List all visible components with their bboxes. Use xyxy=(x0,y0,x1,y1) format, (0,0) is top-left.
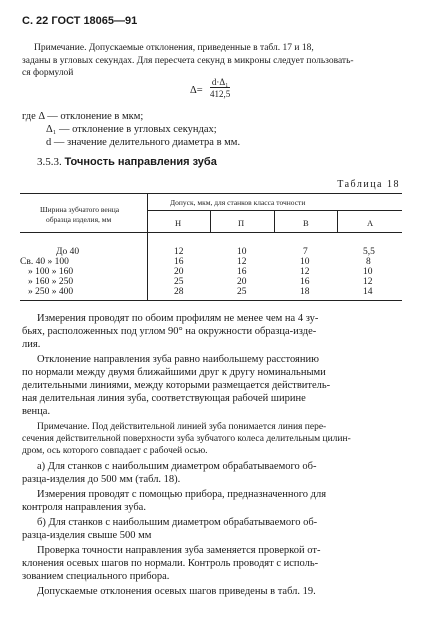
row-header: Ширина зубчатого венца xyxy=(40,205,120,214)
value-cell: 10 xyxy=(237,247,247,257)
section-title: Точность направления зуба xyxy=(64,156,217,168)
note-line: сечения действительной поверхности зуба зубчатого колеса делительным цилин- xyxy=(22,434,351,444)
paragraph-line: разца-изделия свыше 500 мм xyxy=(22,530,152,541)
value-cell: 16 xyxy=(237,267,247,277)
range-cell: » 250 » 400 xyxy=(28,287,74,297)
value-cell: 20 xyxy=(237,277,247,287)
paragraph-line: Допускаемые отклонения осевых шагов приведены в табл. 19. xyxy=(37,586,316,597)
formula-numerator: d·Δ₁ xyxy=(211,77,229,87)
where-line: Δ₁ — отклонение в угловых секундах; xyxy=(46,124,217,135)
value-cell: 12 xyxy=(300,267,310,277)
range-cell: » 160 » 250 xyxy=(28,277,74,287)
paragraph-line: контроля направления зуба. xyxy=(22,502,146,513)
class-header: Н xyxy=(175,218,182,228)
value-cell: 12 xyxy=(237,257,247,267)
note-line: заданы в угловых секундах. Для пересчета секунд в микроны следует пользовать- xyxy=(22,56,354,66)
paragraph-line: делительными линиями, между которыми размещается действитель- xyxy=(22,380,331,391)
value-cell: 16 xyxy=(300,277,310,287)
section-heading xyxy=(37,156,217,168)
range-cell: » 100 » 160 xyxy=(28,267,74,277)
where-line: где Δ — отклонение в мкм; xyxy=(22,111,144,122)
where-line: d — значение делительного диаметра в мм. xyxy=(46,137,241,148)
paragraph-line: венца. xyxy=(22,406,51,417)
value-cell: 25 xyxy=(174,277,184,287)
formula xyxy=(190,77,231,99)
paragraph-line: б) Для станков с наибольшим диаметром обрабатываемого об- xyxy=(37,517,318,528)
paragraph-line: бьях, расположенных под углом 90° на окружности образца-изде- xyxy=(22,326,317,337)
note-line: Примечание. Под действительной линией зуба понимается линия пере- xyxy=(37,422,327,432)
tolerance-table xyxy=(20,193,402,301)
value-cell: 8 xyxy=(366,257,371,267)
value-cell: 25 xyxy=(237,287,247,297)
section-number: 3.5.3. xyxy=(37,156,62,168)
note-line: дром, ось которого совпадает с рабочей осью. xyxy=(22,446,208,456)
paragraph-line: лия. xyxy=(22,339,41,350)
paragraph-line: разца-изделия до 500 мм (табл. 18). xyxy=(22,474,181,485)
value-cell: 20 xyxy=(174,267,184,277)
value-cell: 18 xyxy=(300,287,310,297)
paragraph-line: Отклонение направления зуба равно наибольшему расстоянию xyxy=(37,354,319,365)
note-line: Примечание. Допускаемые отклонения, приведенные в табл. 17 и 18, xyxy=(34,43,314,53)
paragraph-line: ная делительная линия зуба, соответствующая рабочей ширине xyxy=(22,393,306,404)
table-caption: Таблица 18 xyxy=(337,179,400,190)
value-cell: 7 xyxy=(303,247,308,257)
note-line: ся формулой xyxy=(22,68,74,78)
class-header: В xyxy=(303,218,309,228)
page-header: С. 22 ГОСТ 18065—91 xyxy=(22,15,138,27)
paragraph-line: Измерения проводят с помощью прибора, предназначенного для xyxy=(37,489,327,500)
class-header: А xyxy=(367,218,374,228)
value-cell: 12 xyxy=(363,277,373,287)
value-cell: 5,5 xyxy=(363,247,375,257)
row-header: образца изделия, мм xyxy=(46,215,112,224)
paragraph-line: Измерения проводят по обоим профилям не менее чем на 4 зу- xyxy=(37,313,319,324)
value-cell: 10 xyxy=(363,267,373,277)
paragraph-line: а) Для станков с наибольшим диаметром обрабатываемого об- xyxy=(37,461,317,472)
range-cell: До 40 xyxy=(56,247,80,257)
value-cell: 12 xyxy=(174,247,184,257)
paragraph-line: Проверка точности направления зуба заменяется проверкой от- xyxy=(37,545,321,556)
value-cell: 14 xyxy=(363,287,373,297)
formula-lhs: Δ= xyxy=(190,85,203,96)
paragraph-line: по нормали между двумя ближайшими друг к другу номинальными xyxy=(22,367,326,378)
value-cell: 10 xyxy=(300,257,310,267)
range-cell: Св. 40 » 100 xyxy=(20,257,69,267)
value-cell: 16 xyxy=(174,257,184,267)
class-header: П xyxy=(238,218,245,228)
paragraph-line: клонения осевых шагов по нормали. Контроль проводят с исполь- xyxy=(22,558,319,569)
group-header: Допуск, мкм, для станков класса точности xyxy=(170,198,306,207)
paragraph-line: зованием специального прибора. xyxy=(22,571,170,582)
value-cell: 28 xyxy=(174,287,184,297)
formula-fraction xyxy=(210,77,230,99)
formula-denominator: 412,5 xyxy=(210,89,231,99)
